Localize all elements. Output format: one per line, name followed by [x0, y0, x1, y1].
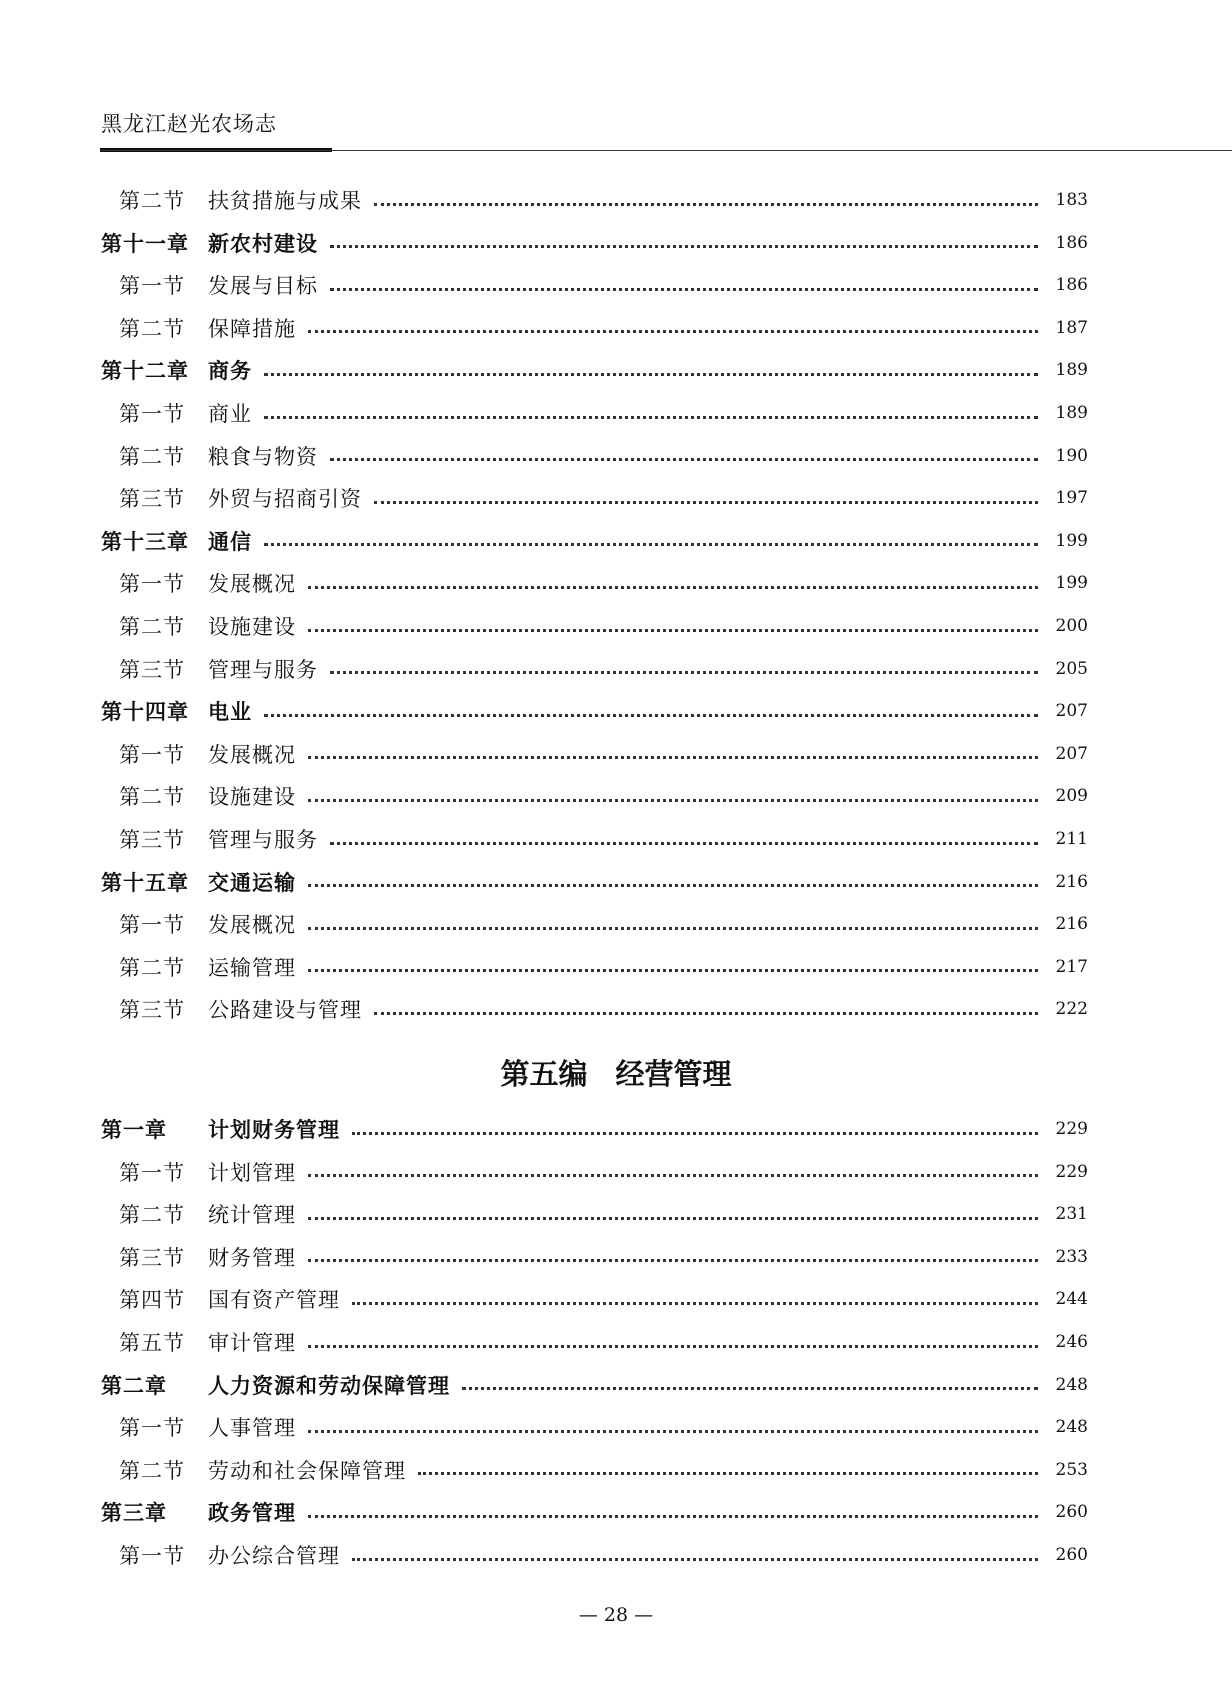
header-rule-thin — [100, 150, 1232, 151]
toc-entry-section — [0, 568, 1232, 598]
toc-leader-dots — [330, 671, 1038, 674]
toc-entry-chapter — [0, 1370, 1232, 1400]
toc-entry-number: 第十五章 — [101, 869, 189, 895]
toc-entry-section — [0, 909, 1232, 939]
toc-entry-title: 运输管理 — [208, 955, 296, 980]
toc-entry-title: 外贸与招商引资 — [208, 487, 362, 512]
toc-entry-section — [0, 441, 1232, 471]
toc-leader-dots — [308, 799, 1038, 802]
toc-entry-number: 第十三章 — [101, 528, 189, 554]
toc-leader-dots — [264, 373, 1038, 376]
toc-entry-section — [0, 270, 1232, 300]
toc-entry-page: 186 — [1055, 275, 1088, 296]
toc-entry-title: 发展概况 — [208, 913, 296, 938]
toc-entry-section — [0, 185, 1232, 215]
page-number: — 28 — — [578, 1604, 654, 1626]
toc-entry-chapter — [0, 355, 1232, 385]
toc-entry-chapter — [0, 526, 1232, 556]
toc-entry-section — [0, 739, 1232, 769]
toc-entry-title: 人力资源和劳动保障管理 — [208, 1372, 450, 1398]
toc-leader-dots — [330, 842, 1038, 845]
toc-leader-dots — [308, 1430, 1038, 1433]
toc-entry-section — [0, 1540, 1232, 1570]
toc-entry-title: 政务管理 — [208, 1500, 296, 1526]
toc-leader-dots — [374, 203, 1038, 206]
toc-entry-title: 劳动和社会保障管理 — [208, 1458, 406, 1483]
toc-entry-title: 交通运输 — [208, 869, 296, 895]
toc-leader-dots — [308, 330, 1038, 333]
toc-entry-page: 209 — [1055, 786, 1088, 807]
toc-entry-title: 发展概况 — [208, 572, 296, 597]
toc-entry-page: 253 — [1055, 1459, 1088, 1480]
toc-entry-title: 设施建设 — [208, 615, 296, 639]
toc-leader-dots — [308, 756, 1038, 759]
toc-entry-section — [0, 1412, 1232, 1442]
part-number: 第五编 — [500, 1057, 588, 1091]
toc-entry-number: 第一节 — [119, 572, 185, 597]
toc-entry-section — [0, 1284, 1232, 1314]
toc-entry-page: 229 — [1055, 1119, 1088, 1139]
toc-entry-page: 260 — [1055, 1502, 1088, 1523]
toc-entry-number: 第二节 — [119, 189, 185, 213]
toc-leader-dots — [352, 1558, 1038, 1561]
toc-leader-dots — [330, 288, 1038, 291]
toc-entry-title: 粮食与物资 — [208, 444, 318, 469]
toc-entry-page: 216 — [1055, 871, 1088, 892]
toc-entry-title: 电业 — [208, 699, 252, 725]
toc-entry-page: 244 — [1055, 1289, 1088, 1310]
toc-entry-title: 人事管理 — [208, 1416, 296, 1441]
toc-entry-page: 248 — [1055, 1374, 1088, 1395]
toc-entry-page: 205 — [1055, 658, 1088, 679]
toc-entry-page: 187 — [1055, 317, 1088, 338]
toc-entry-page: 222 — [1055, 999, 1088, 1020]
toc-entry-number: 第五节 — [119, 1331, 185, 1355]
toc-entry-number: 第二章 — [101, 1372, 167, 1398]
toc-entry-page: 231 — [1055, 1204, 1088, 1225]
toc-entry-title: 扶贫措施与成果 — [208, 189, 362, 213]
toc-entry-chapter — [0, 696, 1232, 726]
toc-entry-section — [0, 994, 1232, 1024]
toc-entry-number: 第十二章 — [101, 358, 189, 384]
toc-entry-page: 200 — [1055, 616, 1088, 636]
toc-leader-dots — [352, 1302, 1038, 1305]
toc-leader-dots — [308, 1217, 1038, 1220]
toc-entry-section — [0, 1327, 1232, 1357]
toc-entry-page: 197 — [1055, 488, 1088, 509]
toc-leader-dots — [308, 1259, 1038, 1262]
toc-leader-dots — [462, 1387, 1038, 1390]
toc-entry-number: 第二节 — [119, 316, 185, 341]
toc-entry-number: 第三节 — [119, 998, 185, 1023]
toc-entry-page: 233 — [1055, 1246, 1088, 1267]
toc-leader-dots — [418, 1472, 1038, 1475]
toc-entry-page: 211 — [1055, 829, 1088, 849]
toc-entry-number: 第一节 — [119, 274, 185, 299]
toc-leader-dots — [264, 416, 1038, 419]
toc-entry-chapter — [0, 1114, 1232, 1144]
toc-leader-dots — [330, 245, 1038, 248]
toc-entry-title: 计划财务管理 — [208, 1117, 340, 1142]
toc-leader-dots — [330, 458, 1038, 461]
toc-entry-number: 第一节 — [119, 402, 185, 426]
running-header: 黑龙江赵光农场志 — [101, 112, 277, 136]
toc-leader-dots — [308, 1515, 1038, 1518]
toc-entry-section — [0, 952, 1232, 982]
toc-entry-number: 第二节 — [119, 615, 185, 639]
part-heading — [0, 1052, 1232, 1093]
toc-entry-title: 发展与目标 — [208, 274, 318, 299]
toc-entry-section — [0, 1455, 1232, 1485]
toc-entry-title: 计划管理 — [208, 1160, 296, 1185]
toc-entry-number: 第三节 — [119, 657, 185, 682]
toc-entry-number: 第一章 — [101, 1117, 167, 1142]
toc-entry-page: 229 — [1055, 1161, 1088, 1182]
toc-entry-title: 发展概况 — [208, 742, 296, 767]
toc-entry-number: 第三节 — [119, 487, 185, 512]
toc-entry-section — [0, 611, 1232, 641]
toc-entry-page: 246 — [1055, 1332, 1088, 1352]
toc-entry-chapter — [0, 867, 1232, 897]
toc-entry-number: 第四节 — [119, 1288, 185, 1313]
toc-leader-dots — [374, 501, 1038, 504]
toc-entry-section — [0, 654, 1232, 684]
toc-entry-title: 通信 — [208, 528, 252, 554]
toc-entry-number: 第一节 — [119, 1544, 185, 1568]
toc-entry-number: 第二节 — [119, 1203, 185, 1228]
toc-entry-page: 207 — [1055, 701, 1088, 722]
toc-entry-section — [0, 1242, 1232, 1272]
toc-entry-title: 商务 — [208, 358, 252, 384]
toc-entry-title: 商业 — [208, 402, 252, 426]
toc-entry-title: 设施建设 — [208, 785, 296, 810]
part-title: 经营管理 — [615, 1057, 732, 1091]
toc-entry-title: 国有资产管理 — [208, 1288, 340, 1313]
toc-entry-number: 第一节 — [119, 913, 185, 938]
toc-entry-title: 新农村建设 — [208, 230, 318, 256]
toc-entry-page: 186 — [1055, 232, 1088, 253]
toc-leader-dots — [264, 714, 1038, 717]
toc-leader-dots — [308, 884, 1038, 887]
toc-entry-title: 管理与服务 — [208, 828, 318, 852]
toc-leader-dots — [308, 1174, 1038, 1177]
toc-entry-section — [0, 398, 1232, 428]
toc-leader-dots — [264, 543, 1038, 546]
toc-leader-dots — [308, 629, 1038, 632]
toc-entry-page: 217 — [1055, 956, 1088, 977]
toc-entry-page: 207 — [1055, 743, 1088, 764]
toc-entry-number: 第十一章 — [101, 230, 189, 256]
toc-entry-page: 199 — [1055, 573, 1088, 594]
toc-entry-page: 183 — [1055, 190, 1088, 210]
toc-entry-section — [0, 483, 1232, 513]
toc-entry-page: 189 — [1055, 403, 1088, 423]
toc-entry-title: 保障措施 — [208, 316, 296, 341]
toc-entry-chapter — [0, 1497, 1232, 1527]
toc-entry-number: 第二节 — [119, 955, 185, 980]
toc-entry-title: 统计管理 — [208, 1203, 296, 1228]
toc-entry-number: 第三节 — [119, 828, 185, 852]
toc-leader-dots — [308, 1345, 1038, 1348]
toc-entry-section — [0, 313, 1232, 343]
toc-entry-page: 189 — [1055, 360, 1088, 381]
toc-leader-dots — [374, 1012, 1038, 1015]
toc-entry-section — [0, 824, 1232, 854]
toc-leader-dots — [308, 969, 1038, 972]
toc-entry-number: 第二节 — [119, 1458, 185, 1483]
toc-entry-number: 第二节 — [119, 444, 185, 469]
toc-entry-title: 财务管理 — [208, 1245, 296, 1270]
toc-entry-page: 248 — [1055, 1417, 1088, 1438]
toc-entry-chapter — [0, 228, 1232, 258]
toc-entry-section — [0, 1157, 1232, 1187]
toc-entry-page: 199 — [1055, 530, 1088, 551]
toc-entry-number: 第一节 — [119, 1416, 185, 1441]
toc-entry-page: 216 — [1055, 914, 1088, 935]
toc-leader-dots — [308, 927, 1038, 930]
toc-entry-title: 公路建设与管理 — [208, 998, 362, 1023]
toc-entry-number: 第一节 — [119, 1160, 185, 1185]
toc-entry-number: 第三节 — [119, 1245, 185, 1270]
toc-entry-number: 第二节 — [119, 785, 185, 810]
toc-entry-page: 190 — [1055, 445, 1088, 466]
toc-entry-number: 第一节 — [119, 742, 185, 767]
toc-entry-section — [0, 1199, 1232, 1229]
toc-entry-title: 管理与服务 — [208, 657, 318, 682]
toc-entry-number: 第三章 — [101, 1500, 167, 1526]
toc-entry-number: 第十四章 — [101, 699, 189, 725]
toc-leader-dots — [352, 1132, 1038, 1135]
toc-entry-title: 审计管理 — [208, 1331, 296, 1355]
toc-entry-page: 260 — [1055, 1545, 1088, 1565]
toc-entry-title: 办公综合管理 — [208, 1544, 340, 1568]
toc-leader-dots — [308, 586, 1038, 589]
toc-entry-section — [0, 781, 1232, 811]
